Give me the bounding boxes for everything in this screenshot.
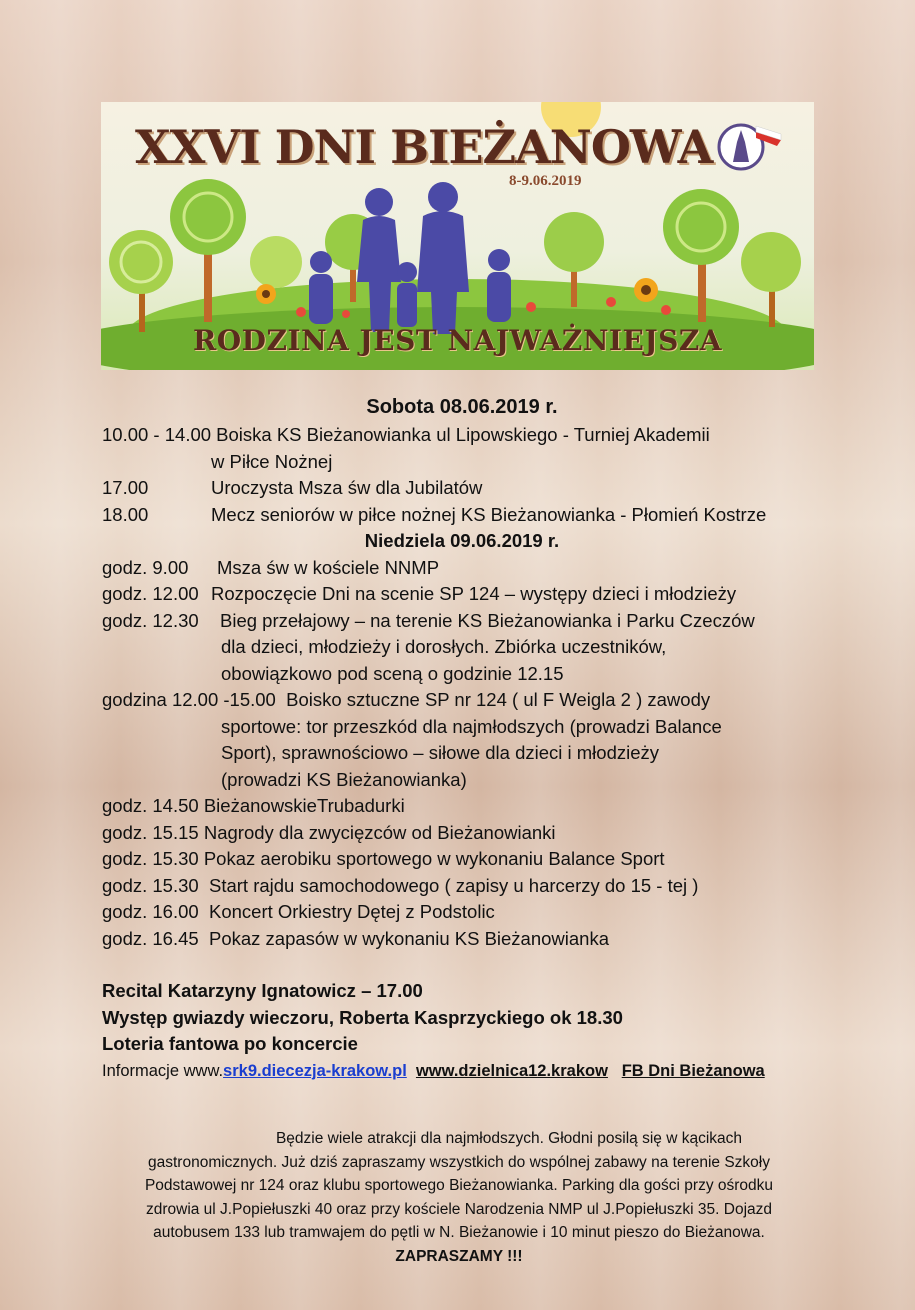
- event-time: 17.00: [102, 477, 149, 498]
- event-text: Rozpoczęcie Dni na scenie SP 124 – występy dzieci i młodzieży: [211, 583, 737, 604]
- tree-icon: [250, 236, 302, 288]
- banner-motto: RODZINA JEST NAJWAŻNIEJSZA: [193, 324, 722, 357]
- event-time: 18.00: [102, 503, 149, 525]
- event-text: obowiązkowo pod sceną o godzinie 12.15: [221, 662, 564, 684]
- event-text: Mecz seniorów w piłce nożnej KS Bieżanowianka - Płomień Kostrze: [211, 503, 767, 525]
- event-time: godz. 12.30: [102, 609, 199, 631]
- event-text: Uroczysta Msza św dla Jubilatów: [211, 477, 483, 498]
- sunflower-icon: [256, 284, 276, 304]
- event-text: (prowadzi KS Bieżanowianka): [221, 768, 467, 790]
- event-text: Koncert Orkiestry Dętej z Podstolic: [208, 901, 495, 922]
- event-text: BieżanowskieTrubadurki: [203, 795, 405, 816]
- event-text: Sport), sprawnościowo – siłowe dla dzieci i młodzieży: [221, 742, 660, 763]
- event-row: [102, 793, 822, 820]
- event-text: sportowe: tor przeszkód dla najmłodszych (prowadzi Balance: [221, 715, 722, 737]
- event-row: [102, 502, 822, 529]
- closing-line: gastronomicznych. Już dziś zapraszamy wszystkich do wspólnej zabawy na terenie Szkoły: [148, 1153, 770, 1171]
- event-text: Pokaz aerobiku sportowego w wykonaniu Balance Sport: [203, 848, 665, 869]
- church-emblem-icon: [719, 125, 781, 169]
- event-time: godz. 15.15: [102, 821, 199, 843]
- event-row: [102, 926, 822, 953]
- closing-invitation: ZAPRASZAMY !!!: [395, 1247, 523, 1265]
- event-text: Bieg przełajowy – na terenie KS Bieżanowianka i Parku Czeczów: [220, 609, 755, 631]
- event-row: [102, 608, 822, 635]
- event-row-continuation: [102, 714, 822, 741]
- event-text: dla dzieci, młodzieży i dorosłych. Zbiórka uczestników,: [221, 636, 667, 657]
- event-text: Boiska KS Bieżanowianka ul Lipowskiego - Turniej Akademii: [216, 424, 710, 445]
- closing-line: Podstawowej nr 124 oraz klubu sportowego Bieżanowianka. Parking dla gości przy ośrodku: [144, 1177, 774, 1194]
- closing-line: autobusem 133 lub tramwajem do pętli w N. Bieżanowie i 10 minut pieszo do Bieżanowa.: [153, 1224, 765, 1241]
- banner-title: XXVI DNI BIEŻANOWA: [135, 120, 713, 174]
- program-content: [102, 392, 822, 1084]
- event-row-continuation: [102, 767, 822, 794]
- event-row: [102, 475, 822, 502]
- event-row-continuation: [102, 634, 822, 661]
- spacer: [102, 952, 822, 978]
- event-time: godz. 15.30: [102, 874, 199, 896]
- event-row-continuation: [102, 449, 822, 476]
- event-text: Boisko sztuczne SP nr 124 ( ul F Weigla 2 ) zawody: [286, 689, 711, 710]
- event-row: [102, 687, 822, 714]
- sunday-heading: Niedziela 09.06.2019 r.: [364, 530, 560, 551]
- sunflower-icon: [634, 278, 658, 302]
- highlight-recital: Recital Katarzyny Ignatowicz – 17.00: [102, 980, 423, 1001]
- event-row: [102, 846, 822, 873]
- event-text: w Piłce Nożnej: [211, 450, 333, 472]
- event-row: [102, 555, 822, 582]
- event-text: Nagrody dla zwycięzców od Bieżanowianki: [203, 821, 556, 843]
- saturday-heading: Sobota 08.06.2019 r.: [366, 396, 558, 418]
- event-row: [102, 820, 822, 847]
- event-row: [102, 422, 822, 449]
- event-text: Msza św w kościele NNMP: [217, 556, 440, 578]
- info-line: [102, 1058, 822, 1085]
- event-row-continuation: [102, 661, 822, 688]
- event-time: godz. 12.00: [102, 583, 199, 604]
- event-time: 10.00 - 14.00: [102, 424, 212, 445]
- closing-line: Będzie wiele atrakcji dla najmłodszych. Głodni posilą się w kącikach: [275, 1130, 743, 1147]
- highlight-lottery: Loteria fantowa po koncercie: [102, 1033, 358, 1054]
- info-prefix: Informacje www.: [102, 1061, 224, 1080]
- event-row: [102, 873, 822, 900]
- highlight-star: Występ gwiazdy wieczoru, Roberta Kasprzyckiego ok 18.30: [102, 1006, 623, 1028]
- event-text: Pokaz zapasów w wykonaniu KS Bieżanowianka: [208, 927, 610, 949]
- event-banner: [101, 102, 814, 370]
- event-time: godz. 16.00: [102, 901, 199, 922]
- event-time: godz. 9.00: [102, 556, 189, 578]
- event-time: godz. 14.50: [102, 795, 199, 816]
- closing-line: zdrowia ul J.Popiełuszki 40 oraz przy kościele Narodzenia NMP ul J.Popiełuszki 35. Dojazd: [145, 1200, 773, 1218]
- closing-paragraph: [100, 1127, 818, 1268]
- banner-dates: 8-9.06.2019: [509, 173, 582, 189]
- event-time: godz. 16.45: [102, 927, 199, 949]
- link-srk9[interactable]: srk9.diecezja-krakow.pl: [223, 1061, 407, 1080]
- link-fb[interactable]: FB Dni Bieżanowa: [621, 1061, 765, 1080]
- link-dzielnica12[interactable]: www.dzielnica12.krakow: [415, 1061, 608, 1080]
- event-time: godz. 15.30: [102, 848, 199, 869]
- event-row: [102, 899, 822, 926]
- event-row: [102, 581, 822, 608]
- event-row-continuation: [102, 740, 822, 767]
- event-time: godzina 12.00 -15.00: [102, 689, 276, 710]
- event-text: Start rajdu samochodowego ( zapisy u harcerzy do 15 - tej ): [208, 874, 699, 896]
